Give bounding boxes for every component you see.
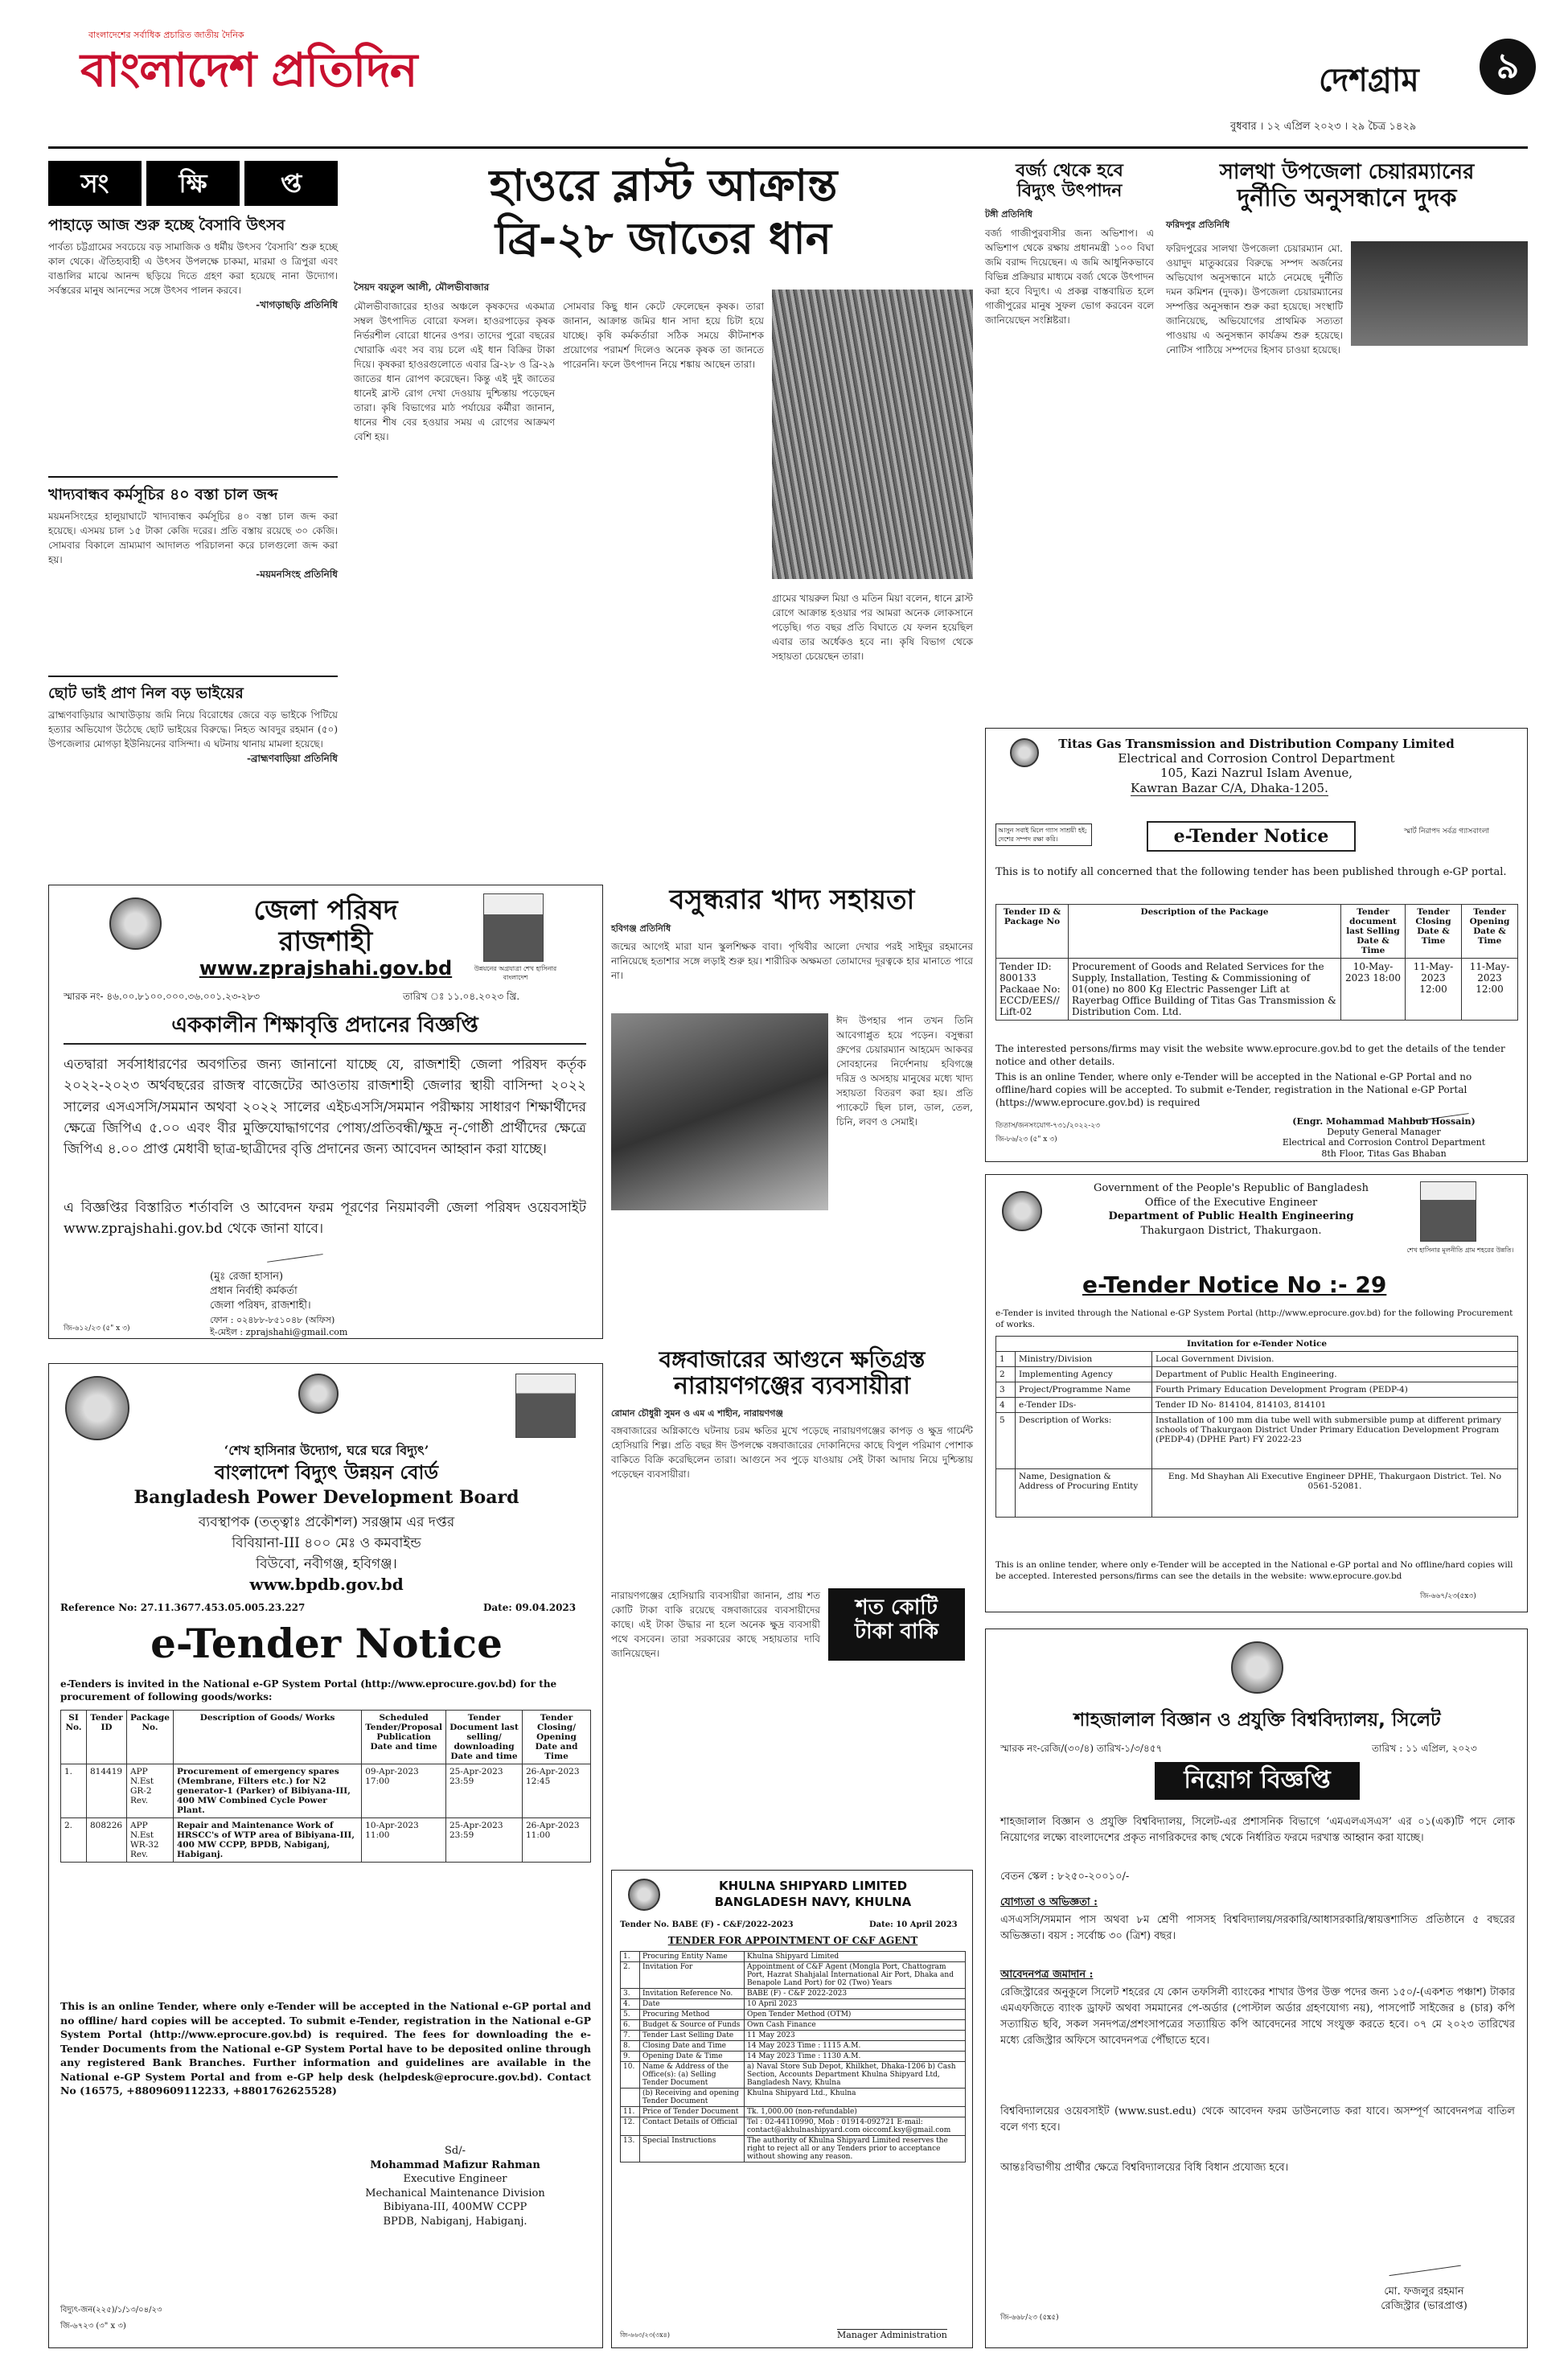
bpdb-signer-div: Mechanical Maintenance Division: [365, 2187, 545, 2199]
table-cell: Eng. Md Shayhan Ali Executive Engineer DPHE, Thakurgaon District. Tel. No 0561-52081.: [1152, 1469, 1518, 1518]
rajshahi-signer-block: [210, 1270, 572, 1338]
table-cell: Procuring Entity Name: [640, 1952, 745, 1962]
table-cell: 7.: [621, 2031, 640, 2041]
haor-headline-2: ব্রি-২৮ জাতের ধান: [495, 213, 832, 265]
table-cell: 5: [996, 1413, 1016, 1469]
rajshahi-phone: ফোন : ০২৪৮৮-৮৫১০৪৮ (অফিস): [210, 1314, 335, 1325]
titas-signer-loc: 8th Floor, Titas Gas Bhaban: [1321, 1148, 1447, 1159]
table-cell: 8.: [621, 2041, 640, 2052]
sust-title: শাহজালাল বিজ্ঞান ও প্রযুক্তি বিশ্ববিদ্যালয়, সিলেট: [1073, 1710, 1441, 1731]
bpdb-code-2: জি-৬৭২৩ (৩" x ৩): [60, 2322, 126, 2331]
haor-headline-1: হাওরে ব্লাস্ট আক্রান্ত: [489, 160, 838, 211]
sust-apply-title: আবেদনপত্র জমাদান :: [1000, 1969, 1094, 1981]
bpdb-tender-ad: [48, 1363, 603, 2348]
table-cell: 3.: [621, 1989, 640, 1999]
divider: [48, 676, 338, 677]
table-cell: 9.: [621, 2052, 640, 2062]
sust-logo-icon: [1231, 1641, 1283, 1694]
table-cell: 10 April 2023: [745, 1999, 966, 2010]
table-cell: Procurement of emergency spares (Membrane, Filters etc.) for N2 generator-1 (Parker) of Bibiyana-III, 400 MW Combined Cycle Power Plant.: [174, 1764, 362, 1818]
table-cell: Name, Designation & Address of Procuring Entity: [1016, 1469, 1152, 1518]
table-header: SI No.: [61, 1711, 87, 1764]
table-row: [996, 1352, 1518, 1367]
brief-header-char: ক্ষি: [146, 161, 240, 206]
brief-item: [48, 487, 338, 581]
table-cell: Appointment of C&F Agent (Mongla Port, Chattogram Port, Hazrat Shahjalal International Air Port, Dhaka and Benapole Land Port) for 02 (Two) Years: [745, 1962, 966, 1989]
table-cell: Invitation Reference No.: [640, 1989, 745, 1999]
table-cell: BABE (F) - C&F 2022-2023: [745, 1989, 966, 1999]
table-cell: 25-Apr-2023 23:59: [446, 1764, 523, 1818]
table-cell: Procuring Method: [640, 2010, 745, 2020]
pm-portrait: [515, 1374, 576, 1438]
table-row: [621, 2107, 966, 2117]
sust-notice: নিয়োগ বিজ্ঞপ্তি: [1155, 1762, 1360, 1800]
table-cell: [996, 1469, 1016, 1518]
table-row: [61, 1818, 591, 1863]
bpdb-line-3: বিবিয়ানা-III ৪০০ মেঃ ও কমবাইন্ড: [232, 1535, 421, 1551]
table-cell: 3: [996, 1382, 1016, 1398]
table-row: [61, 1764, 591, 1818]
brief-section: [48, 161, 338, 909]
titas-tender-ad: [985, 728, 1528, 1162]
titas-addr-2: Kawran Bazar C/A, Dhaka-1205.: [1131, 781, 1328, 795]
table-cell: 10-Apr-2023 11:00: [362, 1818, 446, 1863]
table-row: [621, 2041, 966, 2052]
table-cell: The authority of Khulna Shipyard Limited reserves the right to reject all or any Tenders prior to acceptance without showing any reason.: [745, 2136, 966, 2162]
titas-addr-1: 105, Kazi Nazrul Islam Avenue,: [1160, 766, 1353, 780]
sust-body-1: শাহজালাল বিজ্ঞান ও প্রযুক্তি বিশ্ববিদ্যালয়, সিলেট-এর প্রশাসনিক বিভাগে ‘এমএলএসএস’ এর ০১(এক)টি পদে লোক নিয়োগের লক্ষ্যে বাংলাদেশের প্রকৃত নাগরিকদের কাছ থেকে নির্ধারিত ফরমে দরখাস্ত আহ্বান করা যাচ্ছে।: [1000, 1816, 1515, 1845]
fire-body-1: বঙ্গবাজারের অগ্নিকাণ্ডে ঘটনায় চরম ক্ষতির মুখে পড়েছে নারায়ণগঞ্জের কাপড় ও ক্ষুদ্র গার্মেন্ট হোসিয়ারি শিল্প। প্রতি বছর ঈদ উপলক্ষে বঙ্গবাজারের দোকানিদের কাছে বিপুল পরিমাণ পোশাক বাকিতে বিক্রি করেছিলেন তারা। আগুনে সব পুড়ে যাওয়ায় সেই টাকা আদায় নিয়ে দুশ্চিন্তায় পড়েছেন ব্যবসায়ীরা।: [611, 1425, 973, 1481]
table-cell: Implementing Agency: [1016, 1367, 1152, 1382]
rajshahi-signer: (মুঃ রেজা হাসান): [210, 1271, 284, 1283]
brief-item-byline: -ময়মনসিংহ প্রতিনিধি: [256, 568, 338, 580]
sust-code: জি-৬৬৮/২৩ (৫x৫): [1000, 2314, 1059, 2322]
titas-org: Titas Gas Transmission and Distribution Company Limited: [1058, 737, 1455, 751]
bpdb-slogan: ‘শেখ হাসিনার উদ্যোগ, ঘরে ঘরে বিদ্যুৎ’: [224, 1443, 429, 1458]
dphe-dept: Department of Public Health Engineering: [1108, 1210, 1354, 1223]
table-cell: Description of Works:: [1016, 1413, 1152, 1469]
rajshahi-body: এতদ্বারা সর্বসাধারণের অবগতির জন্য জানানো যাচ্ছে যে, রাজশাহী জেলা পরিষদ কর্তৃক ২০২২-২০২৩ অর্থবছরের রাজস্ব বাজেটের আওতায় রাজশাহী জেলার স্থায়ী বাসিন্দা ২০২২ সালের এসএসসি/সমমান অথবা ২০২২ সালের এইচএসসি/সমমান পরীক্ষায় সাধারণ শিক্ষার্থীদের ক্ষেত্রে জিপিএ ৫.০০ এবং বীর মুক্তিযোদ্ধাগণের পোষ্য/প্রতিবন্ধী/ক্ষুদ্র নৃ-গোষ্ঠী প্রার্থীদের ক্ষেত্রে জিপিএ ৪.০০ প্রাপ্ত মেধাবী ছাত্র-ছাত্রীদের বৃত্তি প্রদানের জন্য আবেদন আহ্বান করা যাচ্ছে।: [64, 1057, 586, 1158]
table-cell: Project/Programme Name: [1016, 1382, 1152, 1398]
table-row: [621, 2089, 966, 2107]
table-cell: Procurement of Goods and Related Services for the Supply, Installation, Testing & Commissioning of 01(one) no 800 Kg Electric Passenger Lift at Rayerbag Office Building of Titas Gas Transmission & Distribution Com. Ltd.: [1069, 959, 1341, 1021]
table-cell: Repair and Maintenance Work of HRSCC's of WTP area of Bibiyana-III, 400 MW CCPP, BPDB, Nabiganj, Habiganj.: [174, 1818, 362, 1863]
power-body: বর্জ্য গাজীপুরবাসীর জন্য অভিশাপ। এ অভিশাপ থেকে রক্ষায় প্রধানমন্ত্রী ১০০ বিঘা জমি বরাদ্দ দিয়েছেন। এ জমি আধুনিকভাবে বিভিন্ন প্রক্রিয়ার মাধ্যমে বর্জ্য থেকে উৎপাদন করা হবে বিদ্যুৎ। এ প্রকল্প বাস্তবায়িত হলে গাজীপুরের মানুষ সুফল ভোগ করবেন বলে জানিয়েছেন সংশ্লিষ্টরা।: [985, 228, 1154, 327]
basundhara-story: [611, 885, 973, 1335]
dudok-headline-1: সালথা উপজেলা চেয়ারম্যানের: [1219, 160, 1475, 184]
table-cell: 10-May-2023 18:00: [1341, 959, 1406, 1021]
brief-item-title: খাদ্যবান্ধব কর্মসূচির ৪০ বস্তা চাল জব্দ: [48, 486, 278, 503]
table-row: [621, 1962, 966, 1989]
bpdb-intro: e-Tenders is invited in the National e-GP System Portal (http://www.eprocure.gov.bd) for the procurement of following goods/works:: [60, 1678, 557, 1703]
section-label: দেশগ্রাম: [1319, 62, 1419, 99]
rice-field-photo: [772, 290, 973, 579]
titas-intro: This is to notify all concerned that the following tender has been published through e-GP portal.: [995, 866, 1507, 878]
brief-item-body: ময়মনসিংহের হালুয়াঘাটে খাদ্যবান্ধব কর্মসূচির ৪০ বস্তা চাল জব্দ করা হয়েছে। এসময় চাল ১৫ টাকা কেজি দরের। প্রতি বস্তায় রয়েছে ৩০ কেজি। সোমবার বিকালে ভ্রাম্যমাণ আদালত পরিচালনা করে চালগুলো জব্দ করা হয়।: [48, 510, 338, 565]
sust-date: তারিখ : ১১ এপ্রিল, ২০২৩: [1372, 1743, 1477, 1754]
fire-pullquote: শত কোটি টাকা বাকি: [828, 1588, 965, 1661]
bpdb-org-en: Bangladesh Power Development Board: [133, 1487, 519, 1508]
brief-item-title: পাহাড়ে আজ শুরু হচ্ছে বৈসাবি উৎসব: [48, 216, 285, 234]
brief-item-title: ছোট ভাই প্রাণ নিল বড় ভাইয়ের: [48, 684, 244, 702]
titas-footer-1: The interested persons/firms may visit the website www.eprocure.gov.bd to get the details of the tender notice and other details.: [995, 1043, 1505, 1068]
basundhara-body-2: ঈদ উপহার পান তখন তিনি আবেগাপ্লুত হয়ে পড়েন। বসুন্ধরা গ্রুপের চেয়ারম্যান আহমেদ আকবর সোবহানের নির্দেশনায় হবিগঞ্জে দরিদ্র ও অসহায় মানুষের মধ্যে খাদ্য সহায়তা বিতরণ করা হয়। প্রতি প্যাকেটে ছিল চাল, ডাল, তেল, চিনি, লবণ ও সেমাই।: [836, 1015, 973, 1127]
table-cell: 13.: [621, 2136, 640, 2162]
table-cell: APP N.Est WR-32 Rev.: [127, 1818, 174, 1863]
bpdb-ref: Reference No: 27.11.3677.453.05.005.23.227: [60, 1602, 306, 1613]
table-header: Tender Closing Date & Time: [1406, 905, 1462, 959]
dphe-title: e-Tender Notice No :- 29: [1082, 1271, 1387, 1298]
table-row: [621, 2010, 966, 2020]
khulna-shipyard-ad: [611, 1870, 973, 2348]
table-cell: a) Naval Store Sub Depot, Khilkhet, Dhaka-1206 b) Cash Section, Accounts Department Khulna Shipyard Ltd, Bangladesh Navy, Khulna: [745, 2062, 966, 2089]
signature: [1387, 2252, 1461, 2276]
table-cell: (b) Receiving and opening Tender Document: [640, 2089, 745, 2107]
ksy-code: জি-৬৬৩/২৩(৩x৪): [620, 2331, 670, 2339]
table-cell: Tel : 02-44110990, Mob : 01914-092721 E-mail: contact@akhulnashipyard.com oiccomf.ksy@gmail.com: [745, 2117, 966, 2136]
table-cell: 6.: [621, 2020, 640, 2031]
table-cell: Tk. 1,000.00 (non-refundable): [745, 2107, 966, 2117]
titas-table: [995, 904, 1518, 1021]
ksy-org-2: BANGLADESH NAVY, KHULNA: [714, 1895, 912, 1909]
table-cell: APP N.Est GR-2 Rev.: [127, 1764, 174, 1818]
dudok-logo-photo: [1351, 241, 1528, 346]
table-cell: 1: [996, 1352, 1016, 1367]
bpdb-signer-loc-2: BPDB, Nabiganj, Habiganj.: [383, 2215, 527, 2228]
sust-signer: মো. ফজলুর রহমান: [1384, 2286, 1464, 2298]
table-row: [996, 1382, 1518, 1398]
titas-signer: (Engr. Mohammad Mahbub Hossain): [1292, 1116, 1476, 1127]
dphe-gov: Government of the People's Republic of Bangladesh: [1094, 1182, 1369, 1194]
power-story: [985, 161, 1154, 716]
power-headline-2: বিদ্যুৎ উৎপাদন: [1016, 181, 1123, 202]
table-row: [996, 1367, 1518, 1382]
table-header: Tender Document last selling/ downloading Date and time: [446, 1711, 523, 1764]
khulna-shipyard-logo-icon: [628, 1879, 660, 1911]
zila-parishad-logo-icon: [109, 897, 162, 950]
ksy-table: [620, 1951, 966, 2162]
ksy-tender-no: Tender No. BABE (F) - C&F/2022-2023: [620, 1920, 794, 1929]
power-headline-1: বর্জ্য থেকে হবে: [1016, 161, 1123, 181]
table-cell: 26-Apr-2023 12:45: [523, 1764, 591, 1818]
table-cell: 814419: [87, 1764, 127, 1818]
ksy-date: Date: 10 April 2023: [869, 1920, 958, 1929]
sust-qual-title: যোগ্যতা ও অভিজ্ঞতা :: [1000, 1896, 1098, 1908]
bangladesh-50-logo-icon: [65, 1376, 129, 1440]
bpdb-line-2: ব্যবস্থাপক (তত্ত্বাঃ প্রকৌশল) সরঞ্জাম এর দপ্তর: [198, 1514, 455, 1530]
signature: [265, 1243, 322, 1263]
sust-signer-title: রেজিস্ট্রার (ভারপ্রাপ্ত): [1381, 2300, 1467, 2313]
brief-header-char: প্ত: [244, 161, 338, 206]
table-row: [621, 2062, 966, 2089]
dphe-tender-ad: [985, 1174, 1528, 1612]
table-cell: 2.: [61, 1818, 87, 1863]
table-cell: Khulna Shipyard Ltd., Khulna: [745, 2089, 966, 2107]
bpdb-date: Date: 09.04.2023: [483, 1602, 577, 1613]
page-number: ৯: [1480, 39, 1536, 95]
titas-code: তিতাস/জনসংযোগ-৭৩১/২০২২-২৩: [995, 1122, 1100, 1130]
table-cell: Tender ID No- 814104, 814103, 814101: [1152, 1398, 1518, 1413]
table-cell: Khulna Shipyard Limited: [745, 1952, 966, 1962]
table-row: [621, 2020, 966, 2031]
table-header: Description of Goods/ Works: [174, 1711, 362, 1764]
table-cell: 1.: [61, 1764, 87, 1818]
dphe-pm-caption: শেখ হাসিনার মূলনীতি গ্রাম শহরের উন্নতি।: [1406, 1247, 1514, 1254]
table-row: [621, 1999, 966, 2010]
bpdb-signer-title: Executive Engineer: [403, 2173, 507, 2186]
table-row: [621, 2136, 966, 2162]
fire-story: [611, 1347, 973, 1862]
dphe-office: Office of the Executive Engineer: [1144, 1196, 1318, 1209]
dphe-table-title: Invitation for e-Tender Notice: [996, 1337, 1518, 1352]
fire-byline: রোমান চৌধুরী সুমন ও এম এ শাহীন, নারায়ণগঞ্জ: [611, 1407, 783, 1419]
table-cell: 14 May 2023 Time : 1115 A.M.: [745, 2041, 966, 2052]
dudok-headline-2: দুর্নীতি অনুসন্ধানে দুদক: [1237, 183, 1457, 212]
brief-item-byline: -ব্রাহ্মণবাড়িয়া প্রতিনিধি: [246, 752, 338, 764]
ksy-org-1: KHULNA SHIPYARD LIMITED: [718, 1879, 908, 1893]
table-cell: 1.: [621, 1952, 640, 1962]
bpdb-footer: This is an online Tender, where only e-Tender will be accepted in the National e-GP portal and no offline/ hard copies will be accepted. To submit e-Tender, registration in the National e-GP System Portal (http://www.eprocure.gov.bd) is required. The fees for downloading the e-Tender Documents from the National e-GP System Portal have to be deposited online through any registered Bank Branches. Further information and guidelines are available in the National e-GP System Portal and from e-GP help desk (helpdesk@eprocure.gov.bd). Contact No (16575, +8809609112233, +8801762625528): [60, 2000, 591, 2097]
table-cell: Date: [640, 1999, 745, 2010]
titas-title: e-Tender Notice: [1147, 821, 1356, 852]
bpdb-signer-block: [322, 2144, 588, 2228]
titas-right-note: স্মার্ট নিরাপদ সর্বত্র গ্যাসবাংলা: [1404, 828, 1490, 836]
table-cell: Own Cash Finance: [745, 2020, 966, 2031]
table-cell: 11.: [621, 2107, 640, 2117]
table-cell: Special Instructions: [640, 2136, 745, 2162]
table-cell: 26-Apr-2023 11:00: [523, 1818, 591, 1863]
table-header: Package No.: [127, 1711, 174, 1764]
sust-recruitment-ad: [985, 1629, 1528, 2348]
bpdb-org-bn: বাংলাদেশ বিদ্যুৎ উন্নয়ন বোর্ড: [214, 1461, 439, 1484]
masthead-date: বুধবার । ১২ এপ্রিল ২০২৩ । ২৯ চৈত্র ১৪২৯: [1230, 121, 1417, 133]
dphe-dist: Thakurgaon District, Thakurgaon.: [1140, 1224, 1322, 1237]
table-cell: Budget & Source of Funds: [640, 2020, 745, 2031]
sust-memo: স্মারক নং-রেজি/(৩০/৪) তারিখ-১/৩/৪৫৭: [1000, 1743, 1163, 1754]
titas-signer-dept: Electrical and Corrosion Control Department: [1282, 1137, 1486, 1148]
table-cell: 12.: [621, 2117, 640, 2136]
rajshahi-signer-title: প্রধান নির্বাহী কর্মকর্তা: [210, 1285, 298, 1298]
fire-headline-1: বঙ্গবাজারের আগুনে ক্ষতিগ্রস্ত: [659, 1346, 926, 1373]
brief-header: [48, 161, 338, 206]
dphe-intro: e-Tender is invited through the National e-GP System Portal (http://www.eprocure.gov.bd) for the following Procurement of works.: [995, 1308, 1513, 1330]
brief-item: [48, 685, 338, 766]
rajshahi-org: জেলা পরিষদ: [253, 894, 398, 926]
table-cell: 10.: [621, 2062, 640, 2089]
table-cell: Open Tender Method (OTM): [745, 2010, 966, 2020]
basundhara-byline: হবিগঞ্জ প্রতিনিধি: [611, 923, 671, 934]
table-cell: Installation of 100 mm dia tube well with submersible pump at different primary schools of Thakurgaon District Under Primary Education Development Program (PEDP-4) (DPHE Part) FY 2022-23: [1152, 1413, 1518, 1469]
food-aid-photo: [611, 1013, 828, 1210]
pm-portrait: [1420, 1181, 1476, 1242]
rajshahi-email: ই-মেইল : zprajshahi@gmail.com: [210, 1326, 348, 1337]
brief-item-body: ব্রাহ্মণবাড়িয়ার আখাউড়ায় জমি নিয়ে বিরোধের জেরে বড় ভাইকে পিটিয়ে হত্যার অভিযোগ উঠেছে ছোট ভাইয়ের বিরুদ্ধে। নিহত আবদুর রহমান (৫০) উপজেলার মোগড়া ইউনিয়নের বাসিন্দা। এ ঘটনায় থানায় মামলা হয়েছে।: [48, 709, 338, 750]
table-cell: Name & Address of the Office(s): (a) Selling Tender Document: [640, 2062, 745, 2089]
table-header: Tender ID: [87, 1711, 127, 1764]
divider: [48, 476, 338, 478]
table-cell: Price of Tender Document: [640, 2107, 745, 2117]
rajshahi-web: www.zprajshahi.gov.bd: [199, 957, 453, 980]
bpdb-signer: Mohammad Mafizur Rahman: [370, 2158, 540, 2171]
sust-web-note: বিশ্ববিদ্যালয়ের ওয়েবসাইট (www.sust.edu) থেকে আবেদন ফরম ডাউনলোড করা যাবে। অসম্পূর্ণ আবেদনপত্র বাতিল বলে গণ্য হবে।: [1000, 2105, 1515, 2134]
haor-story: [354, 161, 973, 885]
table-cell: 4.: [621, 1999, 640, 2010]
rajshahi-place: রাজশাহী: [278, 926, 373, 959]
titas-code-2: জি-৮৬/২৩ (৫" x ৩): [995, 1136, 1057, 1144]
table-cell: 11-May-2023 12:00: [1406, 959, 1462, 1021]
dphe-table: [995, 1336, 1518, 1518]
table-cell: Closing Date and Time: [640, 2041, 745, 2052]
dphe-code: জি-৬৬৭/২৩(৫x৩): [1420, 1592, 1476, 1600]
dphe-footer: This is an online tender, where only e-Tender will be accepted in the National e-GP portal and No offline/hard copies will be accepted. Interested persons/firms can see the details in the website: www.eprocure.gov.bd: [995, 1560, 1513, 1582]
table-row: [996, 1413, 1518, 1469]
dudok-byline: ফরিদপুর প্রতিনিধি: [1166, 220, 1229, 231]
fire-headline-2: নারায়ণগঞ্জের ব্যবসায়ীরা: [674, 1372, 910, 1401]
dphe-logo-icon: [1002, 1191, 1042, 1231]
dudok-body: ফরিদপুরের সালথা উপজেলা চেয়ারম্যান মো. ওয়াদুদ মাতুব্বরের বিরুদ্ধে সম্পদ অর্জনের অভিযোগ অনুসন্ধানে মাঠে নেমেছে দুর্নীতি দমন কমিশন (দুদক)। উপজেলা চেয়ারম্যানের সম্পত্তির অনুসন্ধান শুরু করা হয়েছে। সংস্থাটি জানিয়েছে, অভিযোগের প্রাথমিক সত্যতা পাওয়ায় এ অনুসন্ধান কার্যক্রম শুরু হয়েছে। নোটিস পাঠিয়ে সম্পদের হিসাব চাওয়া হয়েছে।: [1166, 243, 1343, 355]
table-cell: Fourth Primary Education Development Program (PEDP-4): [1152, 1382, 1518, 1398]
table-cell: Tender ID: 800133 Packaae No: ECCD/EES// Lift-02: [996, 959, 1069, 1021]
pm-portrait: [483, 893, 544, 962]
bpdb-code-1: বিদ্যুৎ-জন(২২৫)/১/১৩/০৪/২৩: [60, 2306, 162, 2314]
table-cell: [621, 2089, 640, 2107]
fire-body-2: নারায়ণগঞ্জের হোসিয়ারি ব্যবসায়ীরা জানান, প্রায় শত কোটি টাকা বাকি রয়েছে বঙ্গবাজারের ব্যবসায়ীদের কাছে। এই টাকা উদ্ধার না হলে অনেক ক্ষুদ্র ব্যবসায়ী পথে বসবেন। তারা সরকারের কাছে সহায়তার দাবি জানিয়েছেন।: [611, 1590, 820, 1659]
haor-byline: সৈয়দ বয়তুল আলী, মৌলভীবাজার: [354, 281, 490, 293]
table-cell: 25-Apr-2023 23:59: [446, 1818, 523, 1863]
sust-apply: রেজিস্ট্রারের অনুকূলে সিলেট শহরের যে কোন তফসিলী ব্যাংকের শাখার উপর উক্ত পদের জন্য ১৫০/-(একশত পঞ্চাশ) টাকার এমএফজিতে ব্যাংক ড্রাফট অথবা সমমানের পে-অর্ডার (পোস্টাল অর্ডার গ্রহণযোগ্য নয়), পাসপোর্ট সাইজের ৪ (চার) কপি সত্যায়িত ছবি, সকল সনদপত্র/প্রশংসাপত্রের সত্যায়িত কপি আবেদনের সাথে সংযুক্ত করতে হবে। ০৭ মে ২০২৩ তারিখের মধ্যে রেজিস্ট্রার অফিসে আবেদনপত্র পৌঁছাতে হবে।: [1000, 1986, 1515, 2047]
titas-logo-icon: [1010, 738, 1039, 767]
sust-qual: এসএসসি/সমমান পাস অথবা ৮ম শ্রেণী পাসসহ বিশ্ববিদ্যালয়/সরকারি/আধাসরকারি/স্বায়ত্তশাসিত প্রতিষ্ঠানে ৫ বছরের অভিজ্ঞতা। বয়স : সর্বোচ্চ ৩০ (ত্রিশ) বছর।: [1000, 1914, 1515, 1943]
table-header: Tender Opening Date & Time: [1462, 905, 1518, 959]
table-header: Description of the Package: [1069, 905, 1341, 959]
table-row: [621, 1952, 966, 1962]
bpdb-web: www.bpdb.gov.bd: [249, 1575, 404, 1594]
bpdb-line-4: বিউবো, নবীগঞ্জ, হবিগঞ্জ।: [256, 1556, 397, 1572]
table-cell: 5.: [621, 2010, 640, 2020]
haor-col-3: গ্রামের খায়রুল মিয়া ও মতিন মিয়া বলেন, ধানে ব্লাস্ট রোগে আক্রান্ত হওয়ার পর আমরা অনেক লোকসানে পড়েছি। গত বছর প্রতি বিঘাতে যে ফলন হয়েছিল এবার তার অর্ধেকও হবে না। কৃষি বিভাগ থেকে সহায়তা চেয়েছেন তারা।: [772, 593, 973, 662]
table-header: Tender document last Selling Date & Time: [1341, 905, 1406, 959]
table-cell: 11 May 2023: [745, 2031, 966, 2041]
titas-dept: Electrical and Corrosion Control Department: [1118, 751, 1395, 766]
masthead-logo: বাংলাদেশ প্রতিদিন: [80, 43, 417, 97]
table-cell: Contact Details of Official: [640, 2117, 745, 2136]
titas-signer-block: [1251, 1116, 1517, 1159]
rajshahi-ad: [48, 885, 603, 1339]
dudok-story: [1166, 161, 1528, 716]
brief-item-body: পার্বত্য চট্টগ্রামের সবচেয়ে বড় সামাজিক ও ধর্মীয় উৎসব ‘বৈসাবি’ শুরু হচ্ছে কাল থেকে। ঐতিহ্যবাহী এ উৎসব উপলক্ষে চাকমা, মারমা ও ত্রিপুরা এবং বাঙালির মাঝে আনন্দ ছড়িয়ে দিতে গ্রহণ করা হয়েছে নানা উদ্যোগ। সর্বস্তরের মানুষ আনন্দের সঙ্গে উৎসব পালন করবে।: [48, 240, 338, 296]
table-cell: Opening Date & Time: [640, 2052, 745, 2062]
table-cell: 808226: [87, 1818, 127, 1863]
titas-footer-2: This is an online Tender, where only e-Tender will be accepted in the National e-GP Portal and no offline/hard copies will be accepted. To submit e-Tender, registration in the National e-GP Portal (https://www.eprocure.gov.bd) is required: [995, 1071, 1472, 1109]
rajshahi-signer-org: জেলা পরিষদ, রাজশাহী।: [210, 1300, 311, 1312]
table-row: [996, 1398, 1518, 1413]
table-row: [621, 1989, 966, 1999]
table-cell: Invitation For: [640, 1962, 745, 1989]
haor-col-1: মৌলভীবাজারের হাওর অঞ্চলে কৃষকদের একমাত্র সম্বল উৎপাদিত বোরো ফসল। হাওরপাড়ের কৃষক নির্ভরশীল বোরো ধানের ওপর। তাদের পুরো বছরের খোরাকি এবং সব ব্যয় চলে এই ধান বিক্রির টাকা দিয়ে। কৃষকরা হাওরগুলোতে এবার ব্রি-২৮ ও ব্রি-২৯ জাতের ধান রোপণ করেছেন। কিন্তু এই দুই জাতের ধানেই ব্লাস্ট রোগ দেখা দেওয়ায় দুশ্চিন্তায় পড়েছেন তারা। কৃষি বিভাগের মাঠ পর্যায়ের কর্মীরা জানান, ধানের শীষ বের হওয়ার সময় এ রোগের আক্রমণ বেশি হয়।: [354, 301, 555, 442]
bpdb-sd: Sd/-: [445, 2145, 466, 2157]
table-cell: Local Government Division.: [1152, 1352, 1518, 1367]
basundhara-headline: বসুন্ধরার খাদ্য সহায়তা: [669, 884, 915, 916]
bpdb-logo-icon: [298, 1374, 339, 1414]
table-cell: 14 May 2023 Time : 1130 A.M.: [745, 2052, 966, 2062]
brief-item: [48, 217, 338, 312]
table-cell: 11-May-2023 12:00: [1462, 959, 1518, 1021]
table-cell: e-Tender IDs-: [1016, 1398, 1152, 1413]
table-cell: Tender Last Selling Date: [640, 2031, 745, 2041]
masthead-rule: [48, 146, 1528, 149]
table-header: Tender ID & Package No: [996, 905, 1069, 959]
rajshahi-code: জি-৬১২/২৩ (৫" x ৩): [64, 1325, 130, 1333]
table-cell: 4: [996, 1398, 1016, 1413]
bpdb-table: [60, 1710, 591, 1863]
table-row: [996, 1469, 1518, 1518]
table-cell: Ministry/Division: [1016, 1352, 1152, 1367]
masthead-tagline: বাংলাদেশের সর্বাধিক প্রচারিত জাতীয় দৈনিক: [88, 30, 244, 40]
basundhara-body-1: জন্মের আগেই মারা যান স্কুলশিক্ষক বাবা। পৃথিবীর আলো দেখার পরই সাইদুর রহমানের নানিয়েছে হতাশার সঙ্গে লড়াই শুরু হয়। শারীরিক অক্ষমতা তোমাদের দূরত্বকে হার মানাতে পারে না।: [611, 940, 973, 981]
power-byline: টঙ্গী প্রতিনিধি: [985, 208, 1032, 220]
table-header: Tender Closing/ Opening Date and Time: [523, 1711, 591, 1764]
table-cell: 2.: [621, 1962, 640, 1989]
bpdb-signer-loc: Bibiyana-III, 400MW CCPP: [383, 2201, 527, 2214]
table-row: [996, 959, 1518, 1021]
ksy-footer: Manager Administration: [837, 2330, 947, 2340]
table-cell: 2: [996, 1367, 1016, 1382]
rajshahi-body-2: এ বিজ্ঞপ্তির বিস্তারিত শর্তাবলি ও আবেদন ফরম পূরণের নিয়মাবলী জেলা পরিষদ ওয়েবসাইট www.zprajshahi.gov.bd থেকে জানা যাবে।: [64, 1200, 586, 1238]
ksy-title: TENDER FOR APPOINTMENT OF C&F AGENT: [667, 1935, 918, 1946]
rajshahi-pm-caption: উন্নয়নের অগ্রযাত্রা শেখ হাসিনার বাংলাদেশ: [474, 965, 557, 982]
dphe-header-block: [1058, 1181, 1404, 1238]
rajshahi-memo: স্মারক নং- ৪৬.০০.৮১০০.০০০.৩৬.০০১.২৩-২৮৩: [64, 991, 261, 1002]
rajshahi-date: তারিখ ঃ ১১.০৪.২০২৩ খ্রি.: [403, 991, 520, 1002]
brief-item-byline: -খাগড়াছড়ি প্রতিনিধি: [256, 298, 338, 310]
titas-left-note: আসুন সবাই মিলে গ্যাস সাশ্রয়ী হই; দেশের সম্পদ রক্ষা করি।: [995, 824, 1092, 846]
masthead: [48, 24, 1528, 161]
sust-pay: বেতন স্কেল : ৮২৫০-২০০১০/-: [1000, 1871, 1130, 1883]
table-row: [621, 2031, 966, 2041]
bpdb-title: e-Tender Notice: [150, 1620, 503, 1667]
brief-header-char: সং: [48, 161, 142, 206]
table-row: [621, 2117, 966, 2136]
haor-col-2: সোমবার কিছু ধান কেটে ফেলেছেন কৃষক। তারা জানান, আক্রান্ত জমির ধান সাদা হয়ে চিটা হয়ে যাচ্ছে। কৃষি কর্মকর্তারা সঠিক সময়ে কীটনাশক প্রয়োগের পরামর্শ দিলেও অনেক কৃষক তা জানতে পারেননি। ফলে উৎপাদন নিয়ে শঙ্কায় আছেন তারা।: [563, 301, 764, 370]
table-cell: 09-Apr-2023 17:00: [362, 1764, 446, 1818]
table-header: Scheduled Tender/Proposal Publication Date and time: [362, 1711, 446, 1764]
titas-signer-title: Deputy General Manager: [1327, 1127, 1441, 1138]
sust-signer-block: [1332, 2285, 1517, 2314]
table-row: [621, 2052, 966, 2062]
rajshahi-title: এককালীন শিক্ষাবৃত্তি প্রদানের বিজ্ঞপ্তি: [64, 1014, 586, 1045]
table-cell: Department of Public Health Engineering.: [1152, 1367, 1518, 1382]
sust-last: আন্তঃবিভাগীয় প্রার্থীর ক্ষেত্রে বিশ্ববিদ্যালয়ের বিধি বিধান প্রযোজ্য হবে।: [1000, 2162, 1289, 2174]
